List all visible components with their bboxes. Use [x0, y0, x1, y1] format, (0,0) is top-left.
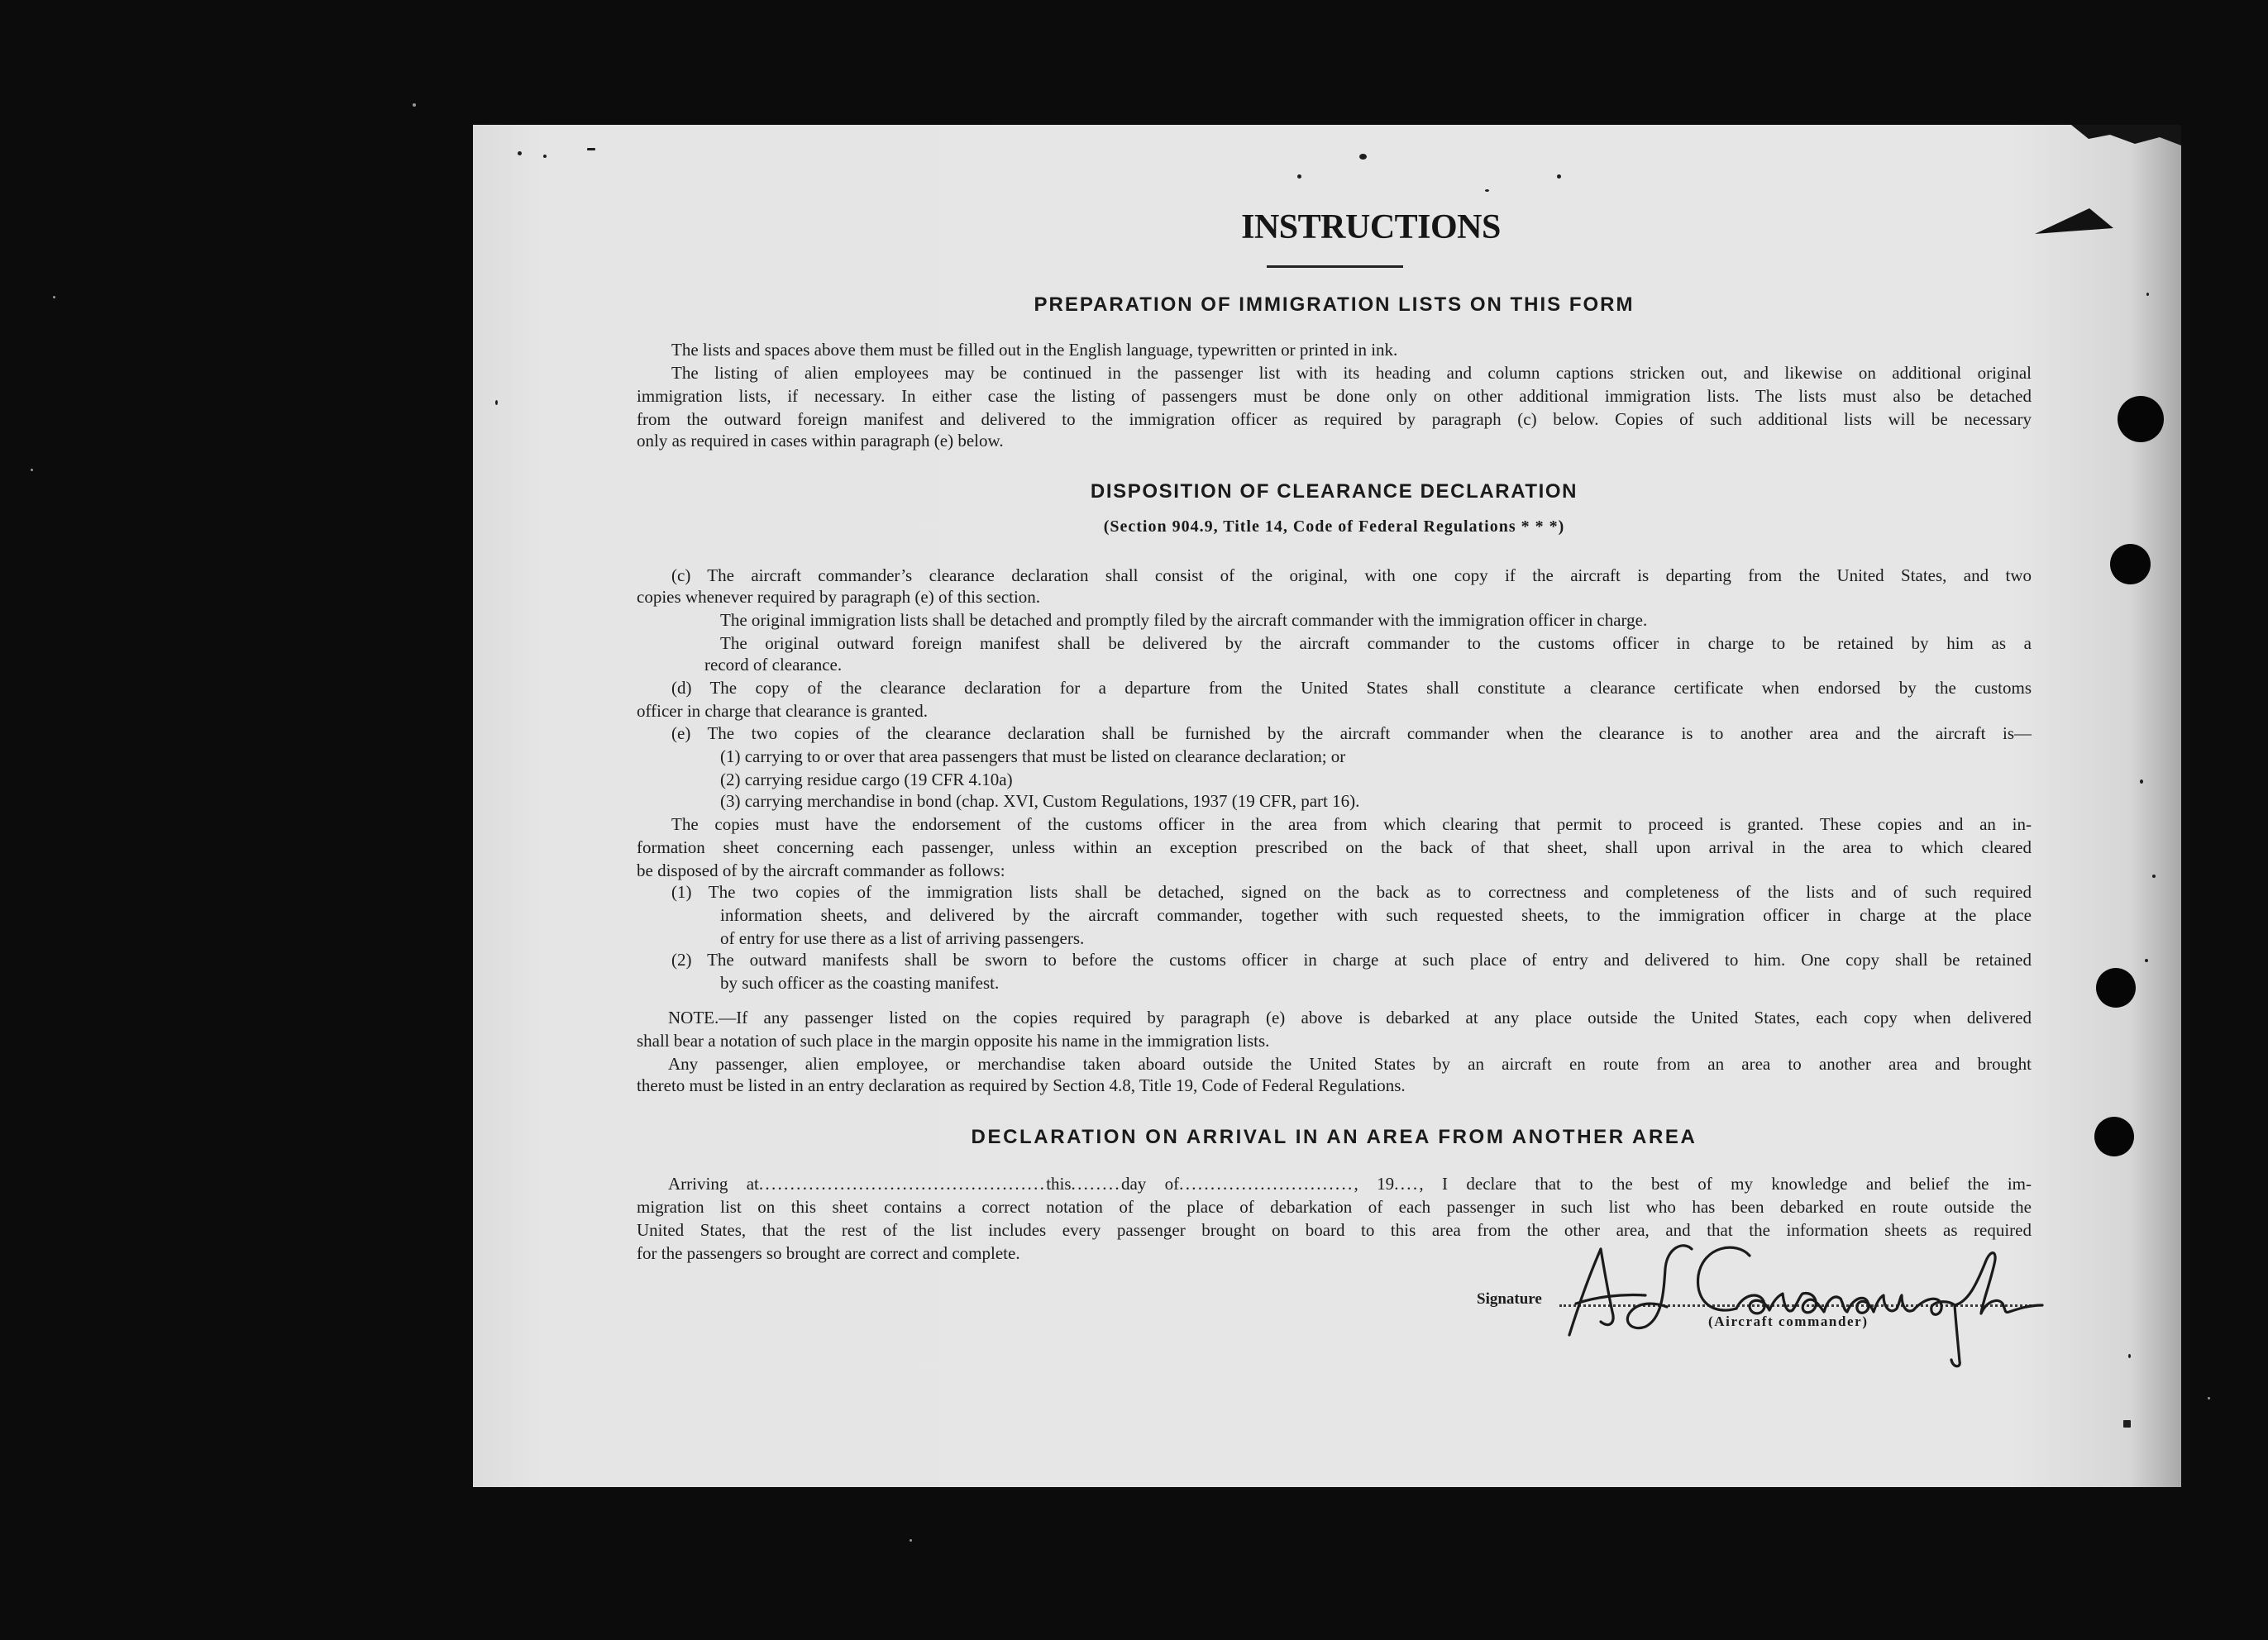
signature-stroke: [1569, 1249, 1601, 1335]
speck: [1359, 154, 1367, 160]
paragraph-line: officer in charge that clearance is granted.: [637, 701, 928, 721]
title-underline: [1267, 265, 1403, 268]
speck: [1297, 174, 1301, 179]
signature-stroke: [1955, 1253, 2042, 1313]
paragraph-line: (d) The copy of the clearance declaration for a departure from the United States shall constitute a clearance certificate when endorsed by the customs: [671, 678, 2032, 698]
arrival-place-blank: ..............................................: [758, 1174, 1047, 1194]
paragraph-line: The lists and spaces above them must be filled out in the English language, typewritten or printed in ink.: [671, 340, 1398, 360]
note-line: NOTE.—If any passenger listed on the copies required by paragraph (e) above is debarked at any place outside the United States, each copy when delivered: [668, 1008, 2032, 1027]
list-item: (1) carrying to or over that area passengers that must be listed on clearance declaration; or: [720, 746, 1346, 766]
list-item: (2) carrying residue cargo (19 CFR 4.10a): [720, 770, 1013, 789]
arrival-text: , 19: [1354, 1174, 1395, 1194]
signature-stroke: [1601, 1249, 1613, 1325]
section-heading-preparation: PREPARATION OF IMMIGRATION LISTS ON THIS FORM: [1034, 293, 1635, 316]
speck: [2152, 875, 2156, 878]
paragraph-line: migration list on this sheet contains a correct notation of the place of debarkation of each passenger in such list who has been debarked en route outside the: [637, 1197, 2032, 1217]
speck: [2123, 1420, 2131, 1428]
paragraph-line: United States, that the rest of the list includes every passenger brought on board to this area from the other area, and that the information sheets as required: [637, 1220, 2032, 1240]
arrival-declaration-line: [668, 1172, 2032, 1195]
note-line: shall bear a notation of such place in the margin opposite his name in the immigration lists.: [637, 1031, 1270, 1051]
paragraph-line: for the passengers so brought are correct and complete.: [637, 1243, 1020, 1263]
paragraph-line: (c) The aircraft commander’s clearance declaration shall consist of the original, with one copy if the aircraft is departing from the United States, and two: [671, 565, 2032, 585]
speck: [1557, 174, 1561, 179]
speck: [543, 155, 547, 158]
speck: [2140, 779, 2143, 784]
speck: [413, 103, 416, 107]
list-item: (2) The outward manifests shall be sworn to before the customs officer in charge at such place of entry and delivered to him. One copy shall be retained: [671, 950, 2032, 970]
speck: [53, 296, 55, 298]
paragraph-line: The listing of alien employees may be continued in the passenger list with its heading and column captions stricken out, and likewise on additional original: [671, 363, 2032, 383]
speck: [495, 400, 498, 405]
signature-stroke: [1736, 1293, 1960, 1366]
signature-stroke: [1627, 1246, 1692, 1328]
punch-hole: [2110, 544, 2151, 584]
paragraph-line: record of clearance.: [704, 655, 843, 675]
signature-label: Signature: [1477, 1290, 1542, 1308]
paragraph-line: The original immigration lists shall be detached and promptly filed by the aircraft commander with the immigration officer in charge.: [720, 610, 1648, 630]
paragraph-line: The original outward foreign manifest shall be delivered by the aircraft commander to the customs officer in charge to be retained by him as a: [720, 633, 2032, 653]
arrival-day-blank: ........: [1071, 1174, 1121, 1194]
page-title: INSTRUCTIONS: [1241, 208, 1501, 246]
paragraph-line: Any passenger, alien employee, or merchandise taken aboard outside the United States by an aircraft en route from an area to another area and brought: [668, 1054, 2032, 1074]
speck: [587, 148, 595, 150]
punch-hole: [2094, 1117, 2134, 1156]
list-item: by such officer as the coasting manifest.: [720, 973, 1000, 993]
arrival-text: , I declare that to the best of my knowledge and belief the im-: [1419, 1174, 2032, 1194]
regulation-citation: (Section 904.9, Title 14, Code of Federal Regulations * * *): [1103, 517, 1565, 536]
arrival-text: day of: [1120, 1174, 1180, 1194]
section-heading-disposition: DISPOSITION OF CLEARANCE DECLARATION: [1090, 480, 1578, 503]
paragraph-line: copies whenever required by paragraph (e) of this section.: [637, 587, 1041, 607]
paragraph-line: (e) The two copies of the clearance declaration shall be furnished by the aircraft commander when the clearance is to another area and the aircraft is—: [671, 723, 2032, 743]
paragraph-line: thereto must be listed in an entry declaration as required by Section 4.8, Title 19, Code of Federal Regulations.: [637, 1075, 1406, 1095]
punch-hole: [2096, 968, 2136, 1008]
speck: [2146, 293, 2149, 296]
arrival-text: this: [1046, 1174, 1072, 1194]
speck: [2128, 1354, 2131, 1358]
paragraph-line: only as required in cases within paragraph (e) below.: [637, 431, 1004, 451]
speck: [518, 151, 522, 155]
list-item: (3) carrying merchandise in bond (chap. XVI, Custom Regulations, 1937 (19 CFR, part 16).: [720, 791, 1360, 811]
paragraph-line: The copies must have the endorsement of the customs officer in the area from which clearing that permit to proceed is granted. These copies and an in-: [671, 814, 2032, 834]
section-heading-declaration: DECLARATION ON ARRIVAL IN AN AREA FROM ANOTHER AREA: [971, 1126, 1697, 1148]
arrival-text: Arriving at: [668, 1174, 759, 1194]
speck: [2145, 959, 2148, 962]
paragraph-line: from the outward foreign manifest and delivered to the immigration officer as required by paragraph (c) below. Copies of such additional lists will be necessary: [637, 409, 2032, 429]
arrival-year-blank: ....: [1394, 1174, 1420, 1194]
speck: [31, 469, 33, 471]
list-item: of entry for use there as a list of arriving passengers.: [720, 928, 1085, 948]
arrival-month-blank: ............................: [1179, 1174, 1354, 1194]
punch-hole: [2118, 396, 2164, 442]
paragraph-line: be disposed of by the aircraft commander as follows:: [637, 861, 1005, 880]
handwritten-signature: [1530, 1236, 2059, 1372]
speck: [910, 1539, 912, 1542]
speck: [2208, 1397, 2210, 1399]
paragraph-line: formation sheet concerning each passenger, unless within an exception prescribed on the back of that sheet, shall upon arrival in the area to which cleared: [637, 837, 2032, 857]
ink-wedge: [2035, 208, 2113, 234]
paragraph-line: immigration lists, if necessary. In either case the listing of passengers must be done only on other additional immigration lists. The lists must also be detached: [637, 386, 2032, 406]
torn-corner: [2071, 125, 2181, 145]
signature-caption: (Aircraft commander): [1708, 1313, 1869, 1329]
speck: [1485, 189, 1489, 192]
list-item: information sheets, and delivered by the aircraft commander, together with such requested sheets, to the immigration officer in charge at the place: [720, 905, 2032, 925]
list-item: (1) The two copies of the immigration lists shall be detached, signed on the back as to correctness and completeness of the lists and of such required: [671, 882, 2032, 902]
